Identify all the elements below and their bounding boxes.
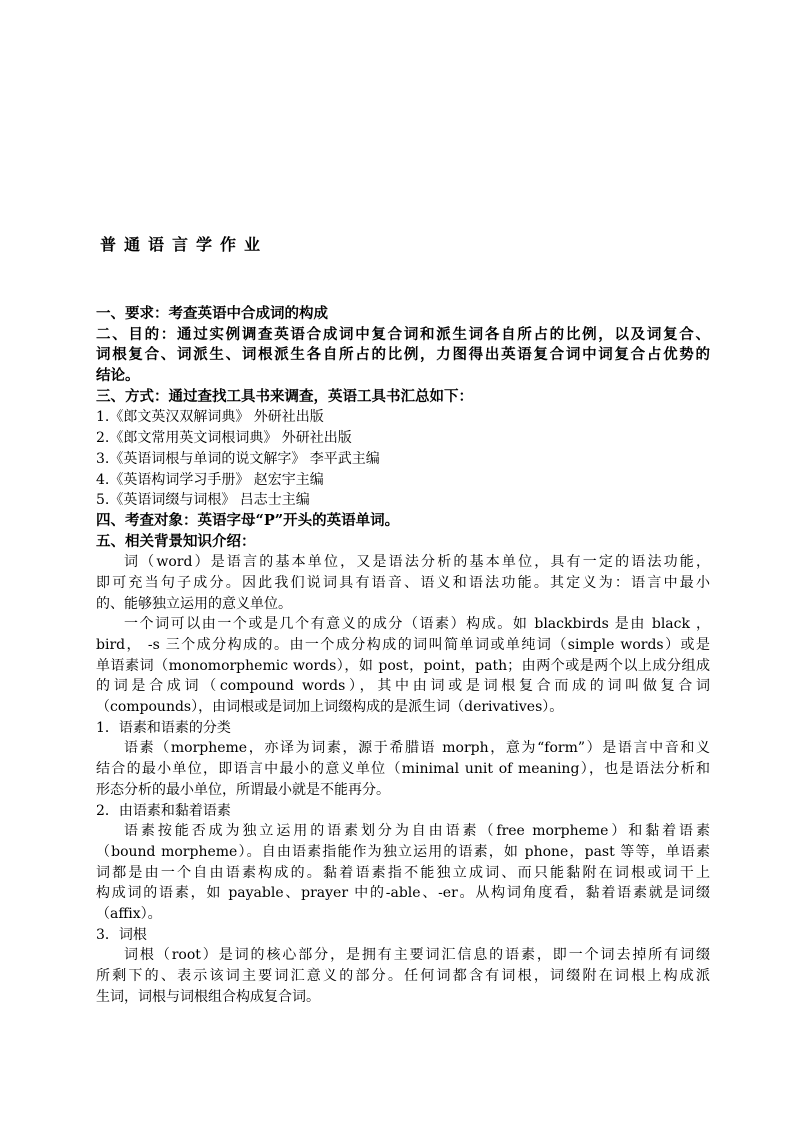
document-page bbox=[96, 0, 710, 1123]
section-background: 五、相关背景知识介绍： bbox=[96, 532, 256, 550]
paragraph-line: 的词是合成词（compound words），其中由词或是词根复合而成的词叫做复合词 bbox=[96, 678, 710, 695]
paragraph-line: bird， -s 三个成分构成的。由一个成分构成的词叫简单词或单纯词（simple words）或是 bbox=[96, 637, 710, 653]
document-title: 普通语言学作业 bbox=[100, 235, 269, 254]
book-list-item: 4.《英语构词学习手册》 赵宏宇主编 bbox=[96, 471, 324, 488]
paragraph-line: 一个词可以由一个或是几个有意义的成分（语素）构成。如 blackbirds 是由 black ， bbox=[124, 616, 710, 633]
paragraph-line: （bound morpheme）。自由语素指能作为独立运用的语素，如 phone，past 等等，单语素 bbox=[96, 843, 710, 860]
paragraph-line: 词都是由一个自由语素构成的。黏着语素指不能独立成词、而只能黏附在词根或词干上 bbox=[96, 864, 710, 881]
subheading: 3．词根 bbox=[96, 926, 147, 943]
paragraph-line: 单语素词（monomorphemic words），如 post，point，path；由两个或是两个以上成分组成 bbox=[96, 657, 710, 674]
paragraph-line: 词（word）是语言的基本单位，又是语法分析的基本单位，具有一定的语法功能， bbox=[124, 554, 710, 571]
book-list-item: 1.《郎文英汉双解词典》 外研社出版 bbox=[96, 409, 324, 426]
section-purpose-line-1: 二、目的：通过实例调查英语合成词中复合词和派生词各自所占的比例，以及词复合、 bbox=[96, 325, 710, 343]
section-method: 三、方式：通过查找工具书来调查，英语工具书汇总如下： bbox=[96, 387, 473, 405]
book-list-item: 3.《英语词根与单词的说文解字》 李平武主编 bbox=[96, 450, 380, 467]
paragraph-line: （affix）。 bbox=[96, 905, 162, 922]
document-body bbox=[96, 304, 710, 1007]
book-list-item: 5.《英语词缀与词根》 吕志士主编 bbox=[96, 492, 310, 509]
section-requirement: 一、要求：考查英语中合成词的构成 bbox=[96, 305, 328, 322]
section-purpose-line-3: 结论。 bbox=[96, 367, 140, 385]
subheading: 1．语素和语素的分类 bbox=[96, 719, 231, 736]
paragraph-line: 词根（root）是词的核心部分，是拥有主要词汇信息的语素，即一个词去掉所有词缀 bbox=[124, 947, 710, 964]
paragraph-line: 所剩下的、表示该词主要词汇意义的部分。任何词都含有词根，词缀附在词根上构成派 bbox=[96, 968, 710, 984]
paragraph-line: 的、能够独立运用的意义单位。 bbox=[96, 595, 292, 612]
subheading: 2．由语素和黏着语素 bbox=[96, 802, 231, 819]
paragraph-line: 构成词的语素，如 payable、prayer 中的-able、-er。从构词角度看，黏着语素就是词缀 bbox=[96, 885, 710, 902]
paragraph-line: （compounds），由词根或是词加上词缀构成的是派生词（derivatives）。 bbox=[96, 699, 564, 716]
paragraph-line: 形态分析的最小单位，所谓最小就是不能再分。 bbox=[96, 781, 390, 798]
paragraph-line: 结合的最小单位，即语言中最小的意义单位（minimal unit of meaning），也是语法分析和 bbox=[96, 761, 710, 778]
paragraph-line: 语素（morpheme，亦译为词素，源于希腊语 morph，意为“form”）是语言中音和义 bbox=[124, 740, 710, 757]
paragraph-line: 即可充当句子成分。因此我们说词具有语音、语义和语法功能。其定义为：语言中最小 bbox=[96, 574, 710, 591]
section-purpose-line-2: 词根复合、词派生、词根派生各自所占的比例，力图得出英语复合词中词复合占优势的 bbox=[96, 346, 710, 364]
paragraph-line: 语素按能否成为独立运用的语素划分为自由语素（free morpheme）和黏着语素 bbox=[124, 823, 710, 840]
section-object: 四、考查对象：英语字母“P”开头的英语单词。 bbox=[96, 511, 400, 529]
book-list-item: 2.《郎文常用英文词根词典》 外研社出版 bbox=[96, 430, 352, 447]
paragraph-line: 生词，词根与词根组合构成复合词。 bbox=[96, 988, 320, 1005]
